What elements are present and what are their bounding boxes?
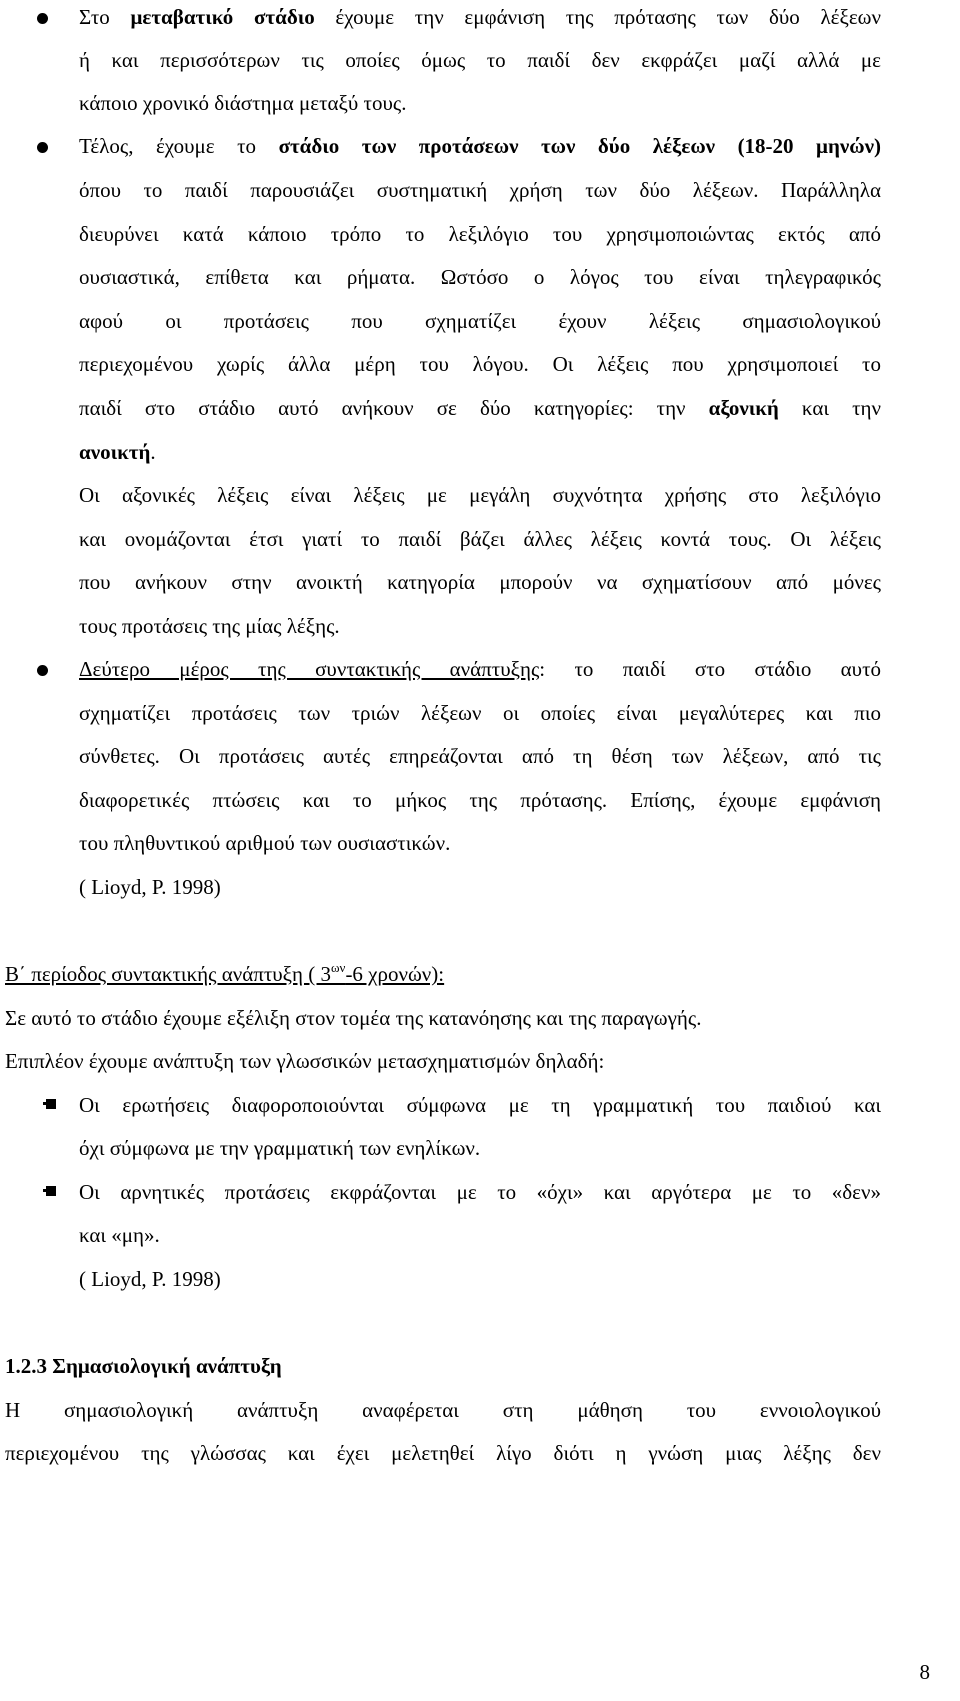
b1-line-2: ή και περισσότερων τις οποίες όμως το παιδί δεν εκφράζει μαζί αλλά με — [79, 48, 881, 72]
s1-line-2: όχι σύμφωνα με την γραμματική των ενηλίκων. — [79, 1136, 481, 1160]
b2-line-4: ουσιαστικά, επίθετα και ρήματα. Ωστόσο ο λόγος του είναι τηλεγραφικός — [79, 265, 881, 289]
b3-line-5: του πληθυντικού αριθμού των ουσιαστικών. — [79, 831, 451, 855]
s2-line-1: Οι αρνητικές προτάσεις εκφράζονται με το «όχι» και αργότερα με το «δεν» — [79, 1180, 881, 1204]
b2-line-7: παιδί στο στάδιο αυτό ανήκουν σε δύο κατηγορίες: την αξονική και την — [79, 396, 881, 420]
b2-line-11: που ανήκουν στην ανοικτή κατηγορία μπορούν να σχηματίσουν από μόνες — [79, 570, 881, 594]
square-bullet-1 — [46, 1099, 56, 1109]
b3-line-2: σχηματίζει προτάσεις των τριών λέξεων οι οποίες είναι μεγαλύτερες και πιο — [79, 701, 881, 725]
section-paragraph-1: Σε αυτό το στάδιο έχουμε εξέλιξη στον τομέα της κατανόησης και της παραγωγής. — [5, 1006, 702, 1030]
square-bullet-2 — [46, 1186, 56, 1196]
page-number: 8 — [919, 1660, 930, 1684]
b3-line-4: διαφορετικές πτώσεις και το μήκος της πρότασης. Επίσης, έχουμε εμφάνιση — [79, 788, 881, 812]
bullet-3 — [37, 665, 48, 676]
b3-line-3: σύνθετες. Οι προτάσεις αυτές επηρεάζονται από τη θέση των λέξεων, από τις — [79, 744, 881, 768]
bullet-1 — [37, 13, 48, 24]
section-reference: ( Lioyd, P. 1998) — [79, 1267, 221, 1291]
b2-line-3: διευρύνει κατά κάποιο τρόπο το λεξιλόγιο του χρησιμοποιώντας εκτός από — [79, 222, 881, 246]
section-paragraph-2: Επιπλέον έχουμε ανάπτυξη των γλωσσικών μετασχηματισμών δηλαδή: — [5, 1049, 605, 1073]
sub-line-1: Η σημασιολογική ανάπτυξη αναφέρεται στη μάθηση του εννοιολογικού — [5, 1398, 881, 1422]
b2-line-6: περιεχομένου χωρίς άλλα μέρη του λόγου. Οι λέξεις που χρησιμοποιεί το — [79, 352, 881, 376]
section-heading: Β΄ περίοδος συντακτικής ανάπτυξη ( $3^{\omega\nu}-6$ χρονών): — [5, 960, 445, 986]
b2-line-2: όπου το παιδί παρουσιάζει συστηματική χρήση των δύο λέξεων. Παράλληλα — [79, 178, 881, 202]
s1-line-1: Οι ερωτήσεις διαφοροποιούνται σύμφωνα με τη γραμματική του παιδιού και — [79, 1093, 881, 1117]
b1-line-3: κάποιο χρονικό διάστημα μεταξύ τους. — [79, 91, 407, 115]
b3-reference: ( Lioyd, P. 1998) — [79, 875, 221, 899]
b2-line-8: ανοικτή. — [79, 440, 156, 464]
b3-line-1: Δεύτερο μέρος της συντακτικής ανάπτυξης: το παιδί στο στάδιο αυτό — [79, 657, 882, 681]
s2-line-2: και «μη». — [79, 1223, 160, 1247]
b2-line-5: αφού οι προτάσεις που σχηματίζει έχουν λέξεις σημασιολογικού — [79, 309, 881, 333]
subsection-heading: 1.2.3 Σημασιολογική ανάπτυξη — [5, 1354, 282, 1378]
b2-line-10: και ονομάζονται έτσι γιατί το παιδί βάζει άλλες λέξεις κοντά τους. Οι λέξεις — [79, 527, 881, 551]
sub-line-2: περιεχομένου της γλώσσας και έχει μελετηθεί λίγο διότι η γνώση μιας λέξης δεν — [5, 1441, 881, 1465]
b2-line-1: Τέλος, έχουμε το στάδιο των προτάσεων των δύο λέξεων (18-20 μηνών) — [79, 134, 881, 158]
bullet-2 — [37, 142, 48, 153]
b2-line-9: Οι αξονικές λέξεις είναι λέξεις με μεγάλη συχνότητα χρήσης στο λεξιλόγιο — [79, 483, 881, 507]
b1-line-1: Στο μεταβατικό στάδιο έχουμε την εμφάνιση της πρότασης των δύο λέξεων — [79, 5, 881, 29]
b2-line-12: τους προτάσεις της μίας λέξης. — [79, 614, 340, 638]
